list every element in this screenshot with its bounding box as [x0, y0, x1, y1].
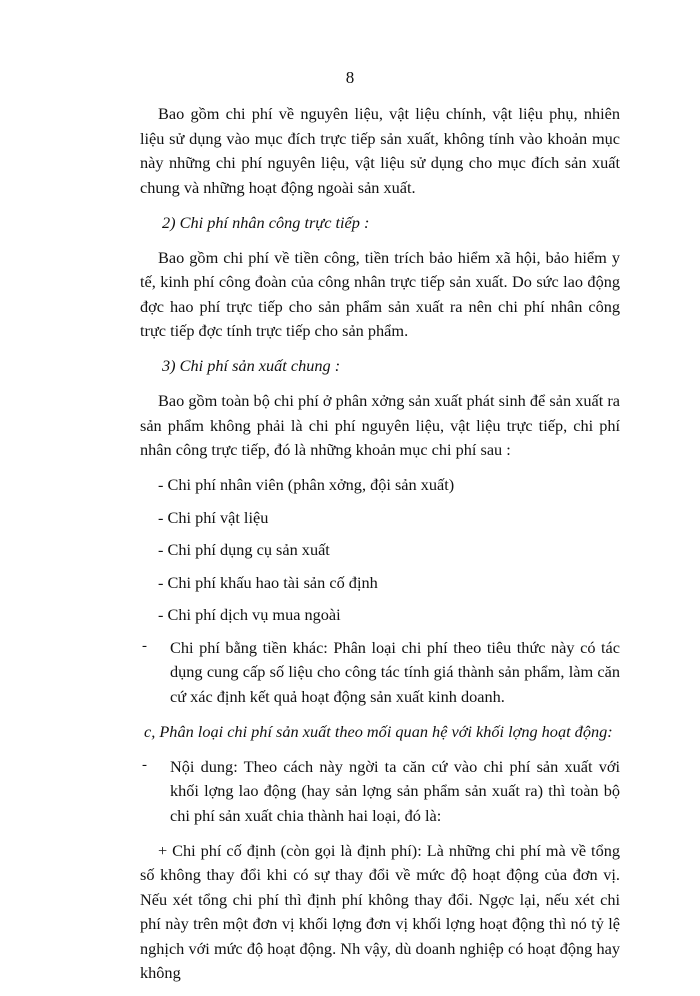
list-item: - Chi phí dụng cụ sản xuất: [158, 540, 330, 559]
bullet-text: Nội dung: Theo cách này ngời ta căn cứ vào chi phí sản xuất với khối lợng lao động (hay sản lợng sản phẩm sản xuất ra) thì toàn bộ chi phí sản xuất chia thành hai loại, đó là:: [170, 756, 620, 825]
heading-direct-labor: 2) Chi phí nhân công trực tiếp :: [162, 212, 370, 232]
list-item: - Chi phí vật liệu: [158, 507, 269, 527]
heading-general-production: 3) Chi phí sản xuất chung :: [162, 356, 341, 375]
heading-cost-classification: c, Phân loại chi phí sản xuất theo mối quan hệ với khối lợng hoạt động:: [144, 721, 613, 741]
list-item: - Chi phí dịch vụ mua ngoài: [158, 605, 341, 624]
page-number: 8: [345, 68, 355, 87]
paragraph-fixed-cost: + Chi phí cố định (còn gọi là định phí): Là những chi phí mà về tổng số không thay đổi khi có sự thay đổi về mức độ hoạt động của đơn vị. Nếu xét tổng chi phí thì định phí không thay đổi. Ngợc lại, nếu xét chi phí này trên một đơn vị khối lợng đơn vị khối lợng hoạt động thì nó tỷ lệ nghịch với mức độ hoạt động. Nh vậy, dù doanh nghiệp có hoạt động hay không: [140, 840, 620, 982]
paragraph-direct-labor: Bao gồm chi phí về tiền công, tiền trích bảo hiểm xã hội, bảo hiểm y tế, kinh phí công đoàn của công nhân trực tiếp sản xuất. Do sức lao động đợc hao phí trực tiếp cho sản phẩm sản xuất ra nên chi phí nhân công trực tiếp đợc tính trực tiếp cho sản phẩm.: [140, 247, 620, 340]
list-item: - Chi phí nhân viên (phân xởng, đội sản xuất): [158, 475, 455, 494]
bullet-other-costs: [140, 636, 620, 710]
bullet-content: [140, 755, 620, 829]
document-body: [140, 102, 620, 996]
paragraph-materials-cost: Bao gồm chi phí về nguyên liệu, vật liệu chính, vật liệu phụ, nhiên liệu sử dụng vào mục đích trực tiếp sản xuất, không tính vào khoản mục này những chi phí nguyên liệu, vật liệu sử dụng cho mục đích sản xuất chung và những hoạt động ngoài sản xuất.: [140, 104, 620, 197]
list-item: - Chi phí khấu hao tài sản cố định: [158, 572, 378, 592]
bullet-mark: -: [142, 756, 147, 773]
paragraph-general-production: Bao gồm toàn bộ chi phí ở phân xởng sản xuất phát sinh để sản xuất ra sản phẩm không phải là chi phí nguyên liệu, vật liệu trực tiếp, chi phí nhân công trực tiếp, đó là những khoản mục chi phí sau :: [140, 391, 620, 459]
bullet-text: Chi phí bằng tiền khác: Phân loại chi phí theo tiêu thức này có tác dụng cung cấp số liệu cho công tác tính giá thành sản phẩm, làm căn cứ xác định kết quả hoạt động sản xuất kinh doanh.: [170, 637, 620, 706]
bullet-mark: -: [142, 637, 147, 654]
